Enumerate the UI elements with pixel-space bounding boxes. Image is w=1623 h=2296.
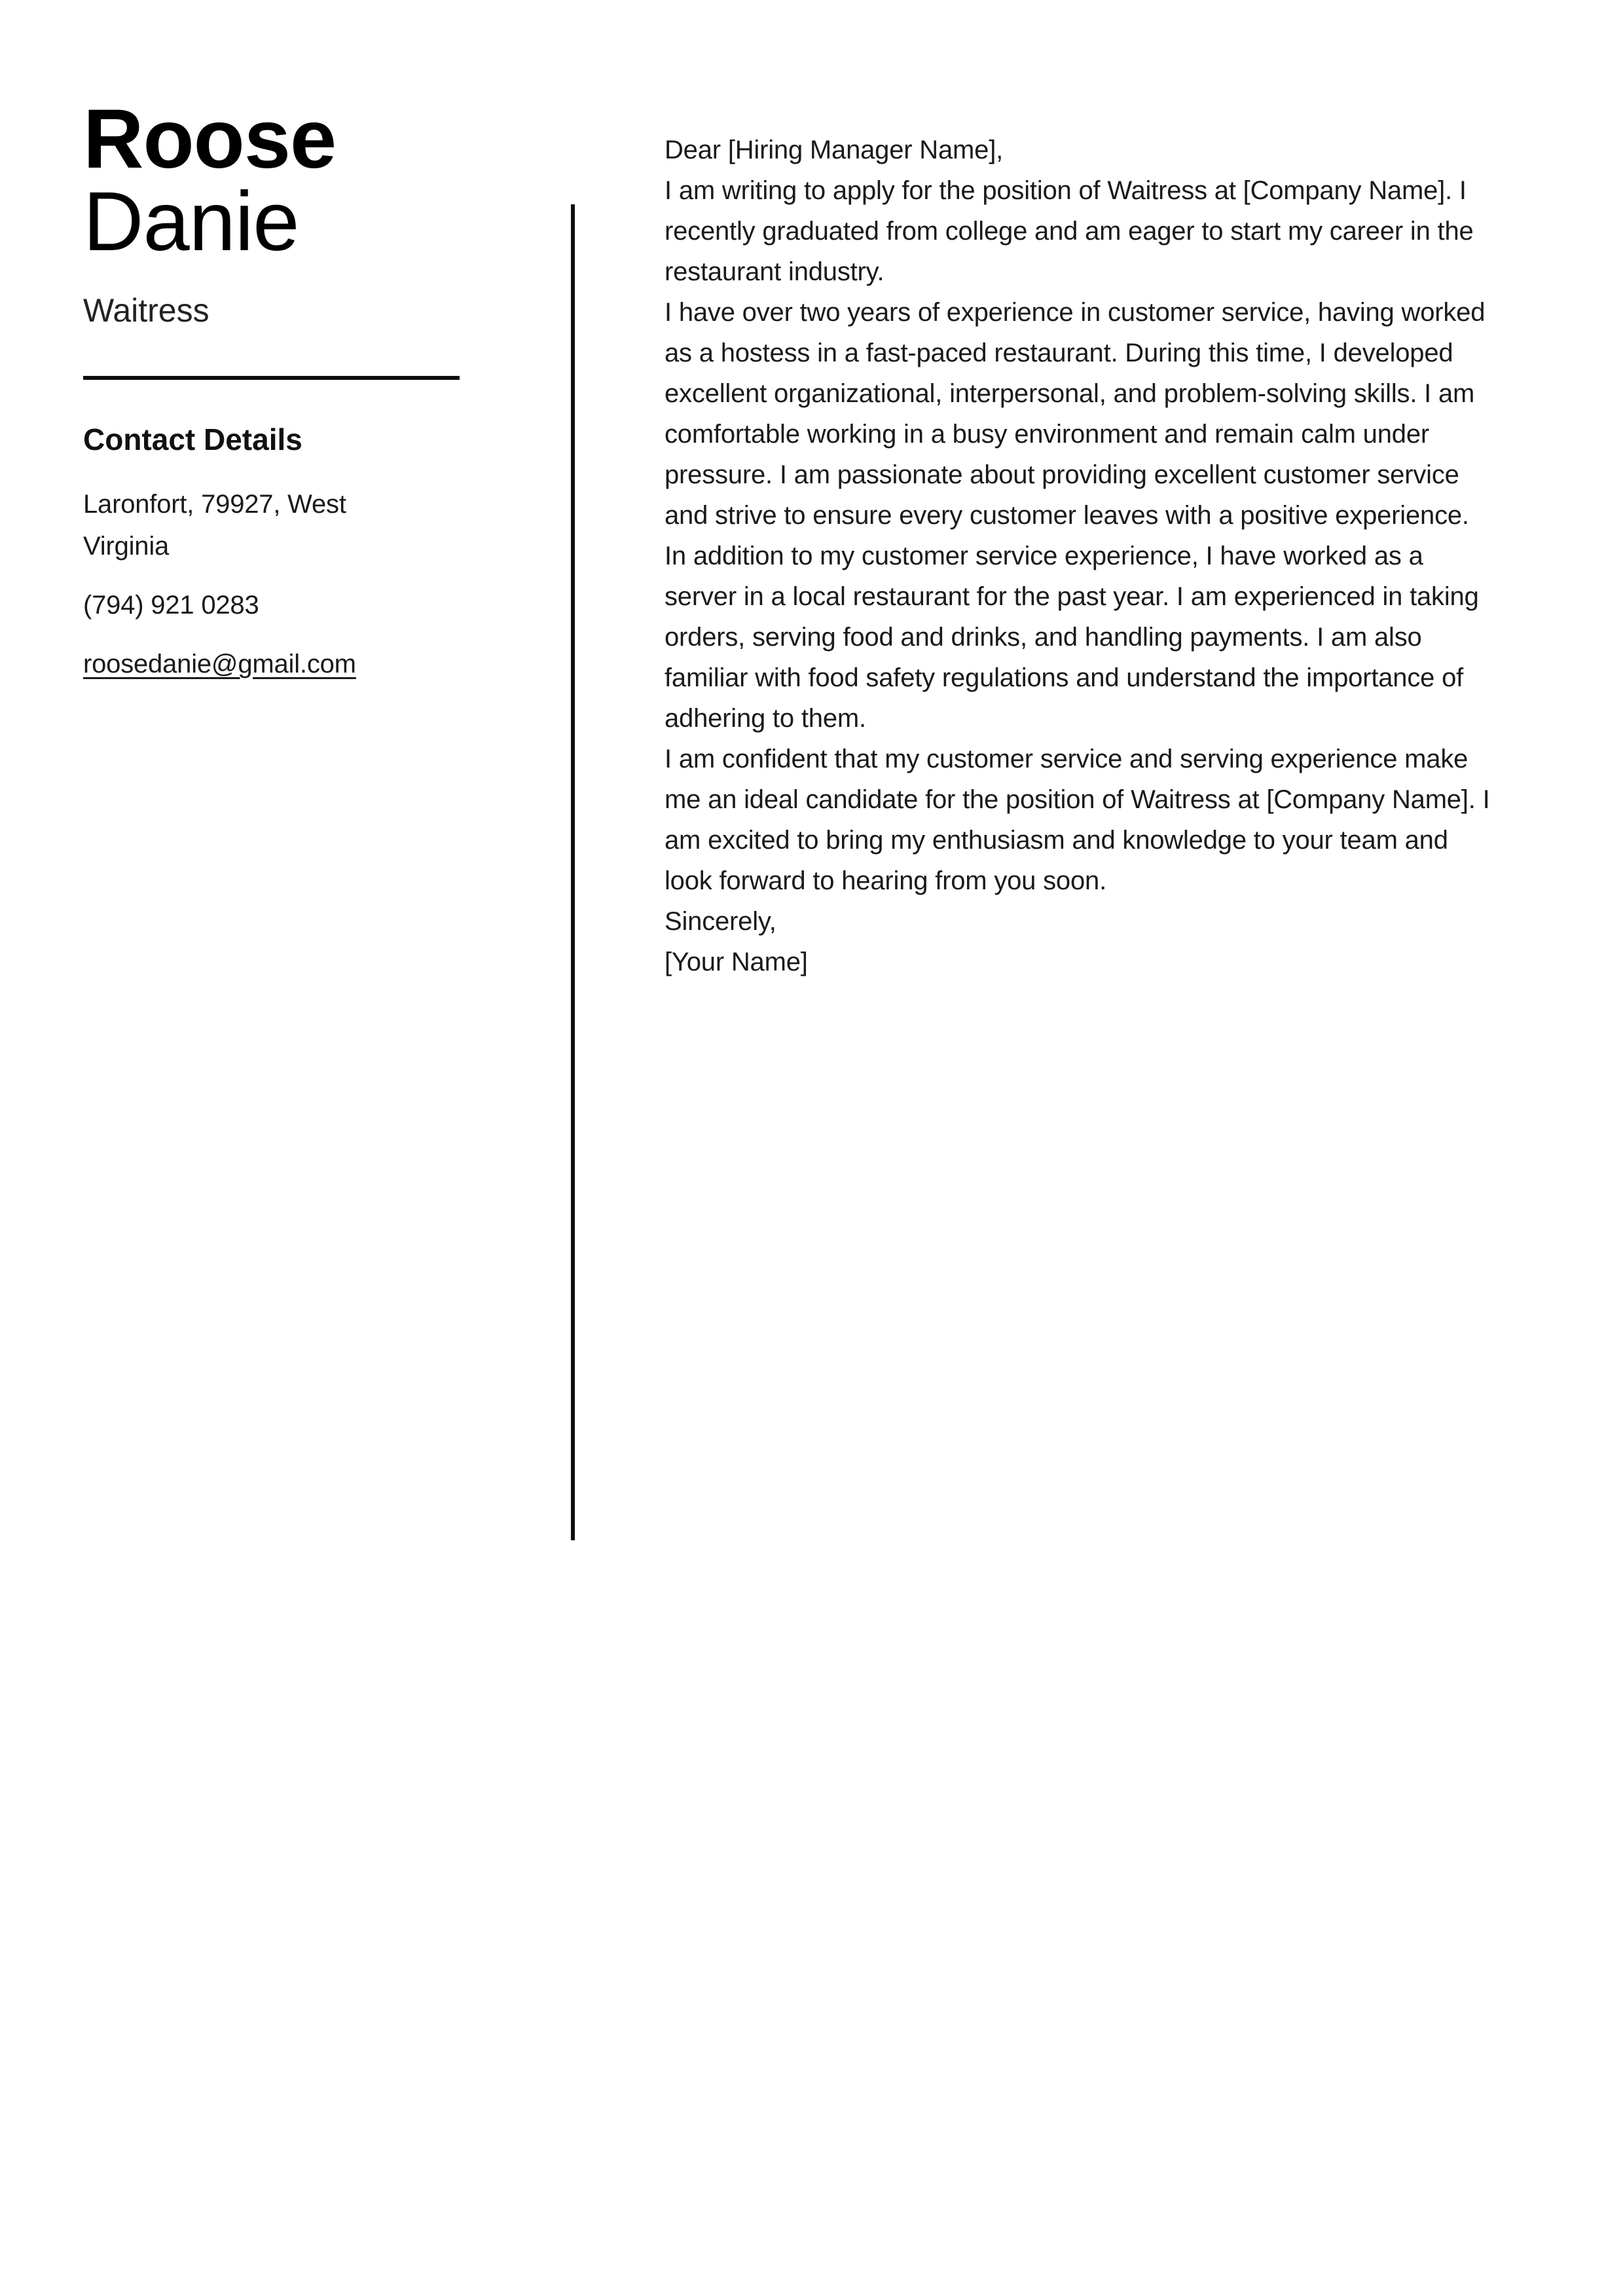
- phone-text: (794) 921 0283: [83, 591, 259, 620]
- letter-body: [665, 130, 1497, 982]
- candidate-name: [83, 92, 460, 268]
- candidate-first-name: Roose: [83, 92, 337, 186]
- sidebar-divider-line: [83, 376, 460, 380]
- vertical-divider-line: [571, 204, 575, 1540]
- email-link[interactable]: roosedanie@gmail.com: [83, 650, 356, 678]
- letter-paragraph: I am confident that my customer service and serving experience make me an ideal candidate for the position of Waitress at [Company Name]. I am excited to bring my enthusiasm and knowledge to your team and look forward to hearing from you soon.: [665, 745, 1490, 895]
- candidate-last-name: Danie: [83, 175, 299, 268]
- letter-paragraph: I am writing to apply for the position of Waitress at [Company Name]. I recently graduated from college and am eager to start my career in the restaurant industry.: [665, 176, 1474, 286]
- letter-greeting: Dear [Hiring Manager Name],: [665, 136, 1004, 164]
- contact-details-heading: Contact Details: [83, 422, 302, 456]
- letter-signature: [Your Name]: [665, 948, 808, 976]
- letter-closing: Sincerely,: [665, 907, 776, 936]
- letter-paragraph: I have over two years of experience in customer service, having worked as a hostess in a fast-paced restaurant. During this time, I developed excellent organizational, interpersonal, and problem-solving skills. I am comfortable working in a busy environment and remain calm under pressure. I am passionate about providing excellent customer service and strive to ensure every customer leaves with a positive experience.: [665, 298, 1486, 530]
- address-text: Laronfort, 79927, West Virginia: [83, 490, 346, 561]
- letter-paragraph: In addition to my customer service experience, I have worked as a server in a local restaurant for the past year. I am experienced in taking orders, serving food and drinks, and handling payments. I am also familiar with food safety regulations and understand the importance of adhering to them.: [665, 542, 1479, 733]
- sidebar: [83, 92, 460, 685]
- job-title: Waitress: [83, 292, 210, 329]
